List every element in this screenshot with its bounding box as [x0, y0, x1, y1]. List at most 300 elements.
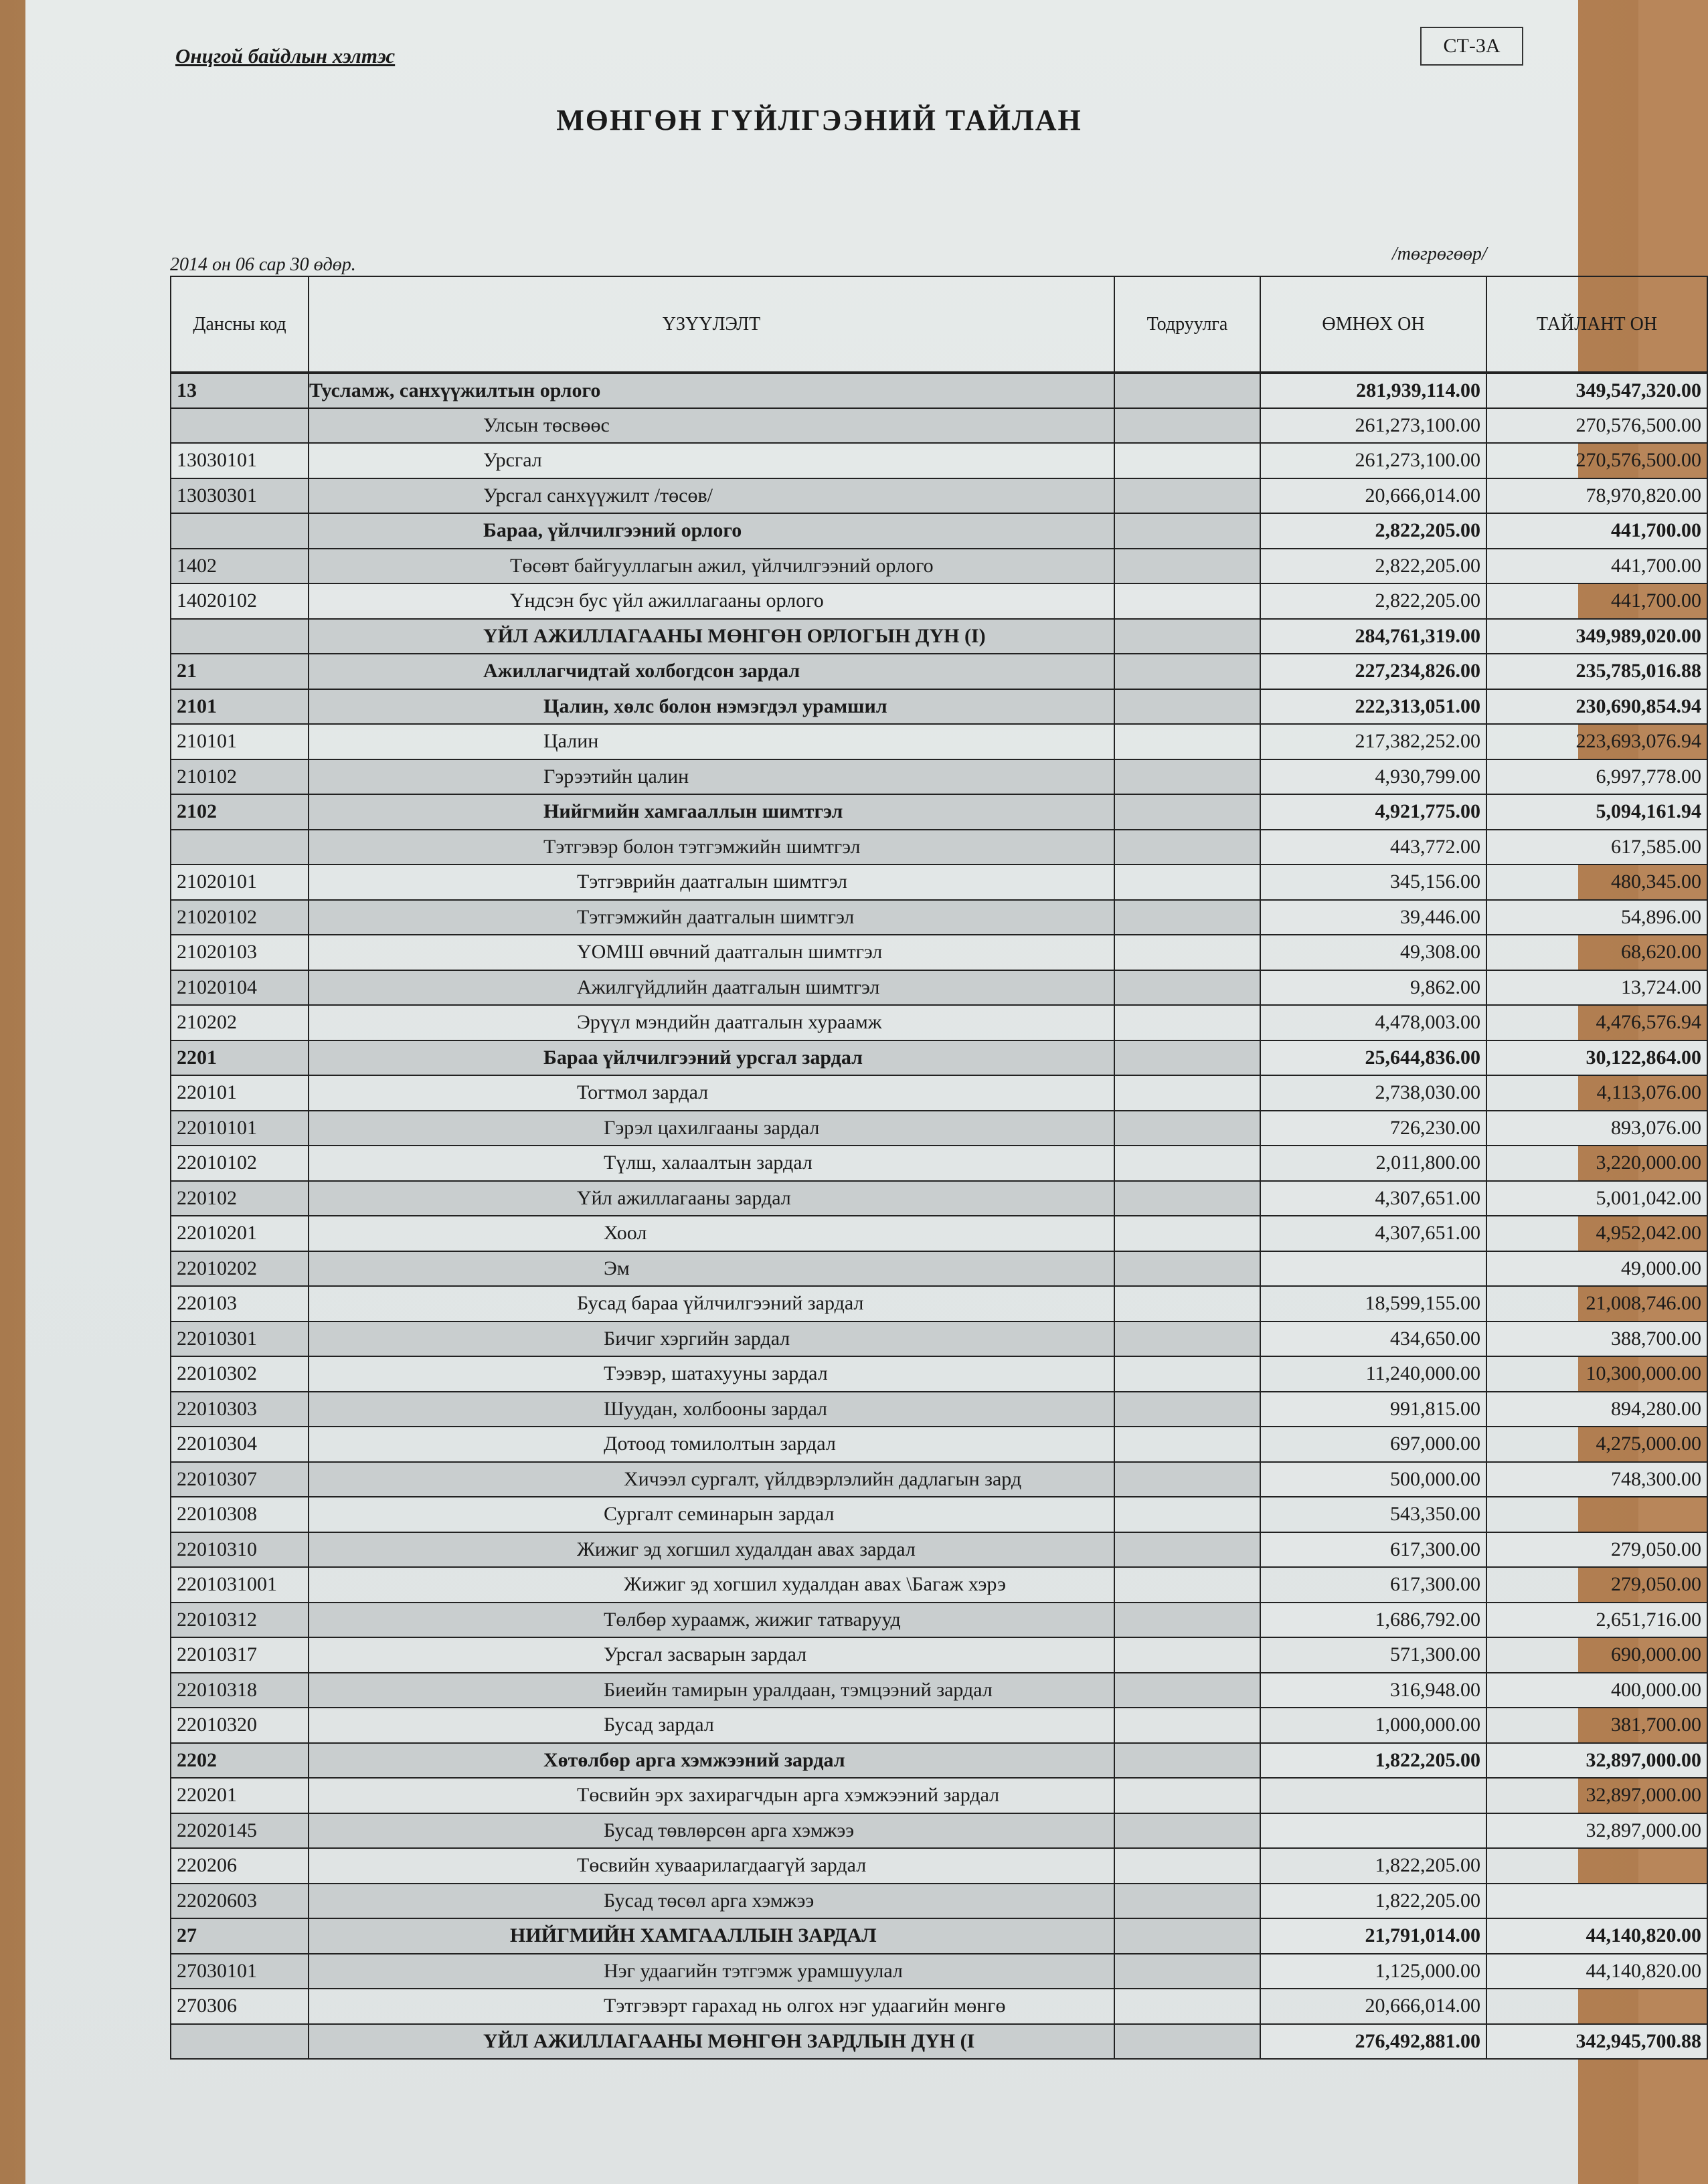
cell-current-year: 342,945,700.88 — [1486, 2024, 1707, 2060]
cell-note — [1114, 1884, 1260, 1919]
cell-note — [1114, 900, 1260, 935]
cell-current-year: 894,280.00 — [1486, 1392, 1707, 1427]
cell-previous-year: 434,650.00 — [1260, 1322, 1486, 1357]
cell-account-code: 22010312 — [171, 1603, 309, 1638]
cell-account-code — [171, 2024, 309, 2060]
cell-indicator: Эм — [309, 1251, 1114, 1287]
cell-note — [1114, 1392, 1260, 1427]
table-row — [171, 1322, 1707, 1357]
cell-current-year: 5,001,042.00 — [1486, 1181, 1707, 1216]
table-row — [171, 443, 1707, 478]
table-row — [171, 794, 1707, 830]
table-row — [171, 619, 1707, 654]
cell-note — [1114, 1181, 1260, 1216]
cell-previous-year: 1,822,205.00 — [1260, 1884, 1486, 1919]
cell-account-code: 220101 — [171, 1075, 309, 1111]
cell-current-year: 32,897,000.00 — [1486, 1743, 1707, 1779]
table-row — [171, 1251, 1707, 1287]
table-row — [171, 1075, 1707, 1111]
cell-current-year: 349,989,020.00 — [1486, 619, 1707, 654]
cell-indicator: Урсгал засварын зардал — [309, 1637, 1114, 1673]
cell-previous-year: 4,307,651.00 — [1260, 1181, 1486, 1216]
cell-current-year: 270,576,500.00 — [1486, 408, 1707, 444]
cell-previous-year: 443,772.00 — [1260, 830, 1486, 865]
cell-note — [1114, 1637, 1260, 1673]
cell-previous-year: 543,350.00 — [1260, 1497, 1486, 1532]
header-note: Тодруулга — [1114, 276, 1260, 373]
cell-previous-year: 1,125,000.00 — [1260, 1954, 1486, 1989]
table-row — [171, 1427, 1707, 1462]
cell-current-year: 78,970,820.00 — [1486, 478, 1707, 514]
cell-note — [1114, 1954, 1260, 1989]
cell-current-year: 4,275,000.00 — [1486, 1427, 1707, 1462]
cell-note — [1114, 794, 1260, 830]
cell-current-year: 68,620.00 — [1486, 935, 1707, 970]
table-row — [171, 478, 1707, 514]
cell-note — [1114, 1322, 1260, 1357]
report-title: МӨНГӨН ГҮЙЛГЭЭНИЙ ТАЙЛАН — [556, 104, 1082, 136]
cell-account-code: 210102 — [171, 759, 309, 795]
cell-account-code: 22010201 — [171, 1216, 309, 1251]
cell-account-code: 22010320 — [171, 1708, 309, 1743]
cell-indicator: Шуудан, холбооны зардал — [309, 1392, 1114, 1427]
cell-account-code: 13030101 — [171, 443, 309, 478]
table-row — [171, 1111, 1707, 1146]
cell-current-year: 5,094,161.94 — [1486, 794, 1707, 830]
cell-current-year: 223,693,076.94 — [1486, 724, 1707, 759]
cell-note — [1114, 1848, 1260, 1884]
cell-indicator: Биеийн тамирын уралдаан, тэмцээний зардал — [309, 1673, 1114, 1708]
department-note: Онцгой байдлын хэлтэс — [175, 44, 396, 68]
cell-note — [1114, 1356, 1260, 1392]
cell-indicator: Ажиллагчидтай холбогдсон зардал — [309, 654, 1114, 689]
cell-previous-year: 2,822,205.00 — [1260, 549, 1486, 584]
cell-account-code — [171, 513, 309, 549]
cell-note — [1114, 1567, 1260, 1603]
table-row — [171, 900, 1707, 935]
cell-current-year: 748,300.00 — [1486, 1462, 1707, 1497]
cell-account-code: 22010301 — [171, 1322, 309, 1357]
cell-account-code: 1402 — [171, 549, 309, 584]
table-row — [171, 1146, 1707, 1181]
cell-current-year: 230,690,854.94 — [1486, 689, 1707, 725]
cell-note — [1114, 1216, 1260, 1251]
cell-previous-year: 18,599,155.00 — [1260, 1286, 1486, 1322]
cell-note — [1114, 1708, 1260, 1743]
cell-account-code: 2101 — [171, 689, 309, 725]
cell-current-year: 441,700.00 — [1486, 583, 1707, 619]
cell-current-year: 270,576,500.00 — [1486, 443, 1707, 478]
cell-account-code: 27030101 — [171, 1954, 309, 1989]
cell-current-year — [1486, 1848, 1707, 1884]
cell-note — [1114, 759, 1260, 795]
cell-note — [1114, 549, 1260, 584]
cell-note — [1114, 1603, 1260, 1638]
cell-indicator: Түлш, халаалтын зардал — [309, 1146, 1114, 1181]
cell-account-code — [171, 408, 309, 444]
cell-note — [1114, 1497, 1260, 1532]
cell-account-code: 210101 — [171, 724, 309, 759]
cell-note — [1114, 373, 1260, 408]
header-previous-year: ӨМНӨХ ОН — [1260, 276, 1486, 373]
table-row — [171, 1954, 1707, 1989]
table-row — [171, 1884, 1707, 1919]
cell-indicator: Тогтмол зардал — [309, 1075, 1114, 1111]
table-row — [171, 1497, 1707, 1532]
cell-indicator: Тэтгэврийн даатгалын шимтгэл — [309, 864, 1114, 900]
cell-indicator: Эрүүл мэндийн даатгалын хураамж — [309, 1005, 1114, 1040]
cell-indicator: Бичиг хэргийн зардал — [309, 1322, 1114, 1357]
table-row — [171, 1813, 1707, 1849]
cell-previous-year: 2,738,030.00 — [1260, 1075, 1486, 1111]
cell-note — [1114, 1989, 1260, 2024]
cell-note — [1114, 689, 1260, 725]
table-row — [171, 830, 1707, 865]
cell-indicator: ҮОМШ өвчний даатгалын шимтгэл — [309, 935, 1114, 970]
table-row — [171, 1356, 1707, 1392]
cell-indicator: Бусад төсөл арга хэмжээ — [309, 1884, 1114, 1919]
cell-current-year: 349,547,320.00 — [1486, 373, 1707, 408]
cell-indicator: Үндсэн бус үйл ажиллагааны орлого — [309, 583, 1114, 619]
cell-note — [1114, 1251, 1260, 1287]
cell-indicator: Бусад зардал — [309, 1708, 1114, 1743]
cell-indicator: Тусламж, санхүүжилтын орлого — [309, 373, 1114, 408]
table-row — [171, 759, 1707, 795]
cell-current-year: 893,076.00 — [1486, 1111, 1707, 1146]
cell-account-code: 22020603 — [171, 1884, 309, 1919]
cell-account-code: 22010304 — [171, 1427, 309, 1462]
cell-indicator: Бусад бараа үйлчилгээний зардал — [309, 1286, 1114, 1322]
cell-account-code: 21020104 — [171, 970, 309, 1006]
cell-indicator: Нийгмийн хамгааллын шимтгэл — [309, 794, 1114, 830]
cell-current-year: 381,700.00 — [1486, 1708, 1707, 1743]
cell-account-code: 2201031001 — [171, 1567, 309, 1603]
table-row — [171, 1286, 1707, 1322]
cell-previous-year: 726,230.00 — [1260, 1111, 1486, 1146]
cell-account-code: 22010101 — [171, 1111, 309, 1146]
cell-previous-year: 345,156.00 — [1260, 864, 1486, 900]
cell-indicator: Төсвийн хуваарилагдаагүй зардал — [309, 1848, 1114, 1884]
cell-previous-year: 11,240,000.00 — [1260, 1356, 1486, 1392]
cell-previous-year: 4,478,003.00 — [1260, 1005, 1486, 1040]
cell-account-code: 14020102 — [171, 583, 309, 619]
cell-indicator: Нэг удаагийн тэтгэмж урамшуулал — [309, 1954, 1114, 1989]
cell-previous-year: 2,822,205.00 — [1260, 513, 1486, 549]
cell-current-year: 617,585.00 — [1486, 830, 1707, 865]
cell-indicator: Хөтөлбөр арга хэмжээний зардал — [309, 1743, 1114, 1779]
cell-account-code: 13030301 — [171, 478, 309, 514]
cell-note — [1114, 1427, 1260, 1462]
cell-current-year — [1486, 1989, 1707, 2024]
cell-indicator: Ажилгүйдлийн даатгалын шимтгэл — [309, 970, 1114, 1006]
cell-indicator: Хоол — [309, 1216, 1114, 1251]
table-row — [171, 1778, 1707, 1813]
table-row — [171, 1743, 1707, 1779]
cell-current-year: 2,651,716.00 — [1486, 1603, 1707, 1638]
cell-account-code: 22010317 — [171, 1637, 309, 1673]
cell-account-code: 22010310 — [171, 1532, 309, 1568]
cell-current-year: 279,050.00 — [1486, 1532, 1707, 1568]
cell-note — [1114, 583, 1260, 619]
cell-previous-year: 222,313,051.00 — [1260, 689, 1486, 725]
table-row — [171, 1005, 1707, 1040]
cell-indicator: Жижиг эд хогшил худалдан авах \Багаж хэрэ — [309, 1567, 1114, 1603]
cell-account-code: 220201 — [171, 1778, 309, 1813]
cell-previous-year: 49,308.00 — [1260, 935, 1486, 970]
cell-account-code: 270306 — [171, 1989, 309, 2024]
cell-account-code: 2102 — [171, 794, 309, 830]
cell-account-code: 21020103 — [171, 935, 309, 970]
table-row — [171, 1637, 1707, 1673]
table-row — [171, 408, 1707, 444]
cell-previous-year: 20,666,014.00 — [1260, 478, 1486, 514]
cell-current-year: 21,008,746.00 — [1486, 1286, 1707, 1322]
cell-current-year: 49,000.00 — [1486, 1251, 1707, 1287]
cell-indicator: Гэрээтийн цалин — [309, 759, 1114, 795]
currency-unit: /төгрөгөөр/ — [1392, 244, 1487, 264]
cell-previous-year: 4,921,775.00 — [1260, 794, 1486, 830]
cell-account-code: 27 — [171, 1918, 309, 1954]
cell-previous-year: 1,000,000.00 — [1260, 1708, 1486, 1743]
table-row — [171, 970, 1707, 1006]
cell-current-year: 400,000.00 — [1486, 1673, 1707, 1708]
table-row — [171, 724, 1707, 759]
table-row — [171, 1603, 1707, 1638]
cell-previous-year: 617,300.00 — [1260, 1532, 1486, 1568]
table-row — [171, 1989, 1707, 2024]
cell-indicator: Сургалт семинарын зардал — [309, 1497, 1114, 1532]
cell-current-year: 441,700.00 — [1486, 549, 1707, 584]
cell-previous-year: 284,761,319.00 — [1260, 619, 1486, 654]
table-header-row — [171, 276, 1707, 373]
cell-previous-year: 281,939,114.00 — [1260, 373, 1486, 408]
cell-previous-year: 276,492,881.00 — [1260, 2024, 1486, 2060]
cell-account-code: 22010102 — [171, 1146, 309, 1181]
cell-indicator: Цалин, хөлс болон нэмэгдэл урамшил — [309, 689, 1114, 725]
cell-previous-year: 2,011,800.00 — [1260, 1146, 1486, 1181]
table-row — [171, 689, 1707, 725]
cell-current-year: 4,476,576.94 — [1486, 1005, 1707, 1040]
cell-indicator: Бараа үйлчилгээний урсгал зардал — [309, 1040, 1114, 1076]
table-row — [171, 2024, 1707, 2060]
cell-account-code: 21020101 — [171, 864, 309, 900]
cell-previous-year: 261,273,100.00 — [1260, 443, 1486, 478]
cell-previous-year: 9,862.00 — [1260, 970, 1486, 1006]
cell-previous-year — [1260, 1778, 1486, 1813]
table-row — [171, 864, 1707, 900]
cell-account-code: 21020102 — [171, 900, 309, 935]
cell-indicator: Хичээл сургалт, үйлдвэрлэлийн дадлагын зард — [309, 1462, 1114, 1497]
cell-current-year: 30,122,864.00 — [1486, 1040, 1707, 1076]
cell-current-year — [1486, 1497, 1707, 1532]
cell-previous-year: 4,307,651.00 — [1260, 1216, 1486, 1251]
cell-indicator: Бусад төвлөрсөн арга хэмжээ — [309, 1813, 1114, 1849]
cell-current-year: 32,897,000.00 — [1486, 1813, 1707, 1849]
cell-account-code: 22010308 — [171, 1497, 309, 1532]
cell-previous-year: 25,644,836.00 — [1260, 1040, 1486, 1076]
cell-account-code: 22010318 — [171, 1673, 309, 1708]
cell-account-code: 22010302 — [171, 1356, 309, 1392]
cell-note — [1114, 724, 1260, 759]
cell-indicator: Тэтгэмжийн даатгалын шимтгэл — [309, 900, 1114, 935]
cell-indicator: Тэтгэвэр болон тэтгэмжийн шимтгэл — [309, 830, 1114, 865]
table-row — [171, 513, 1707, 549]
cell-current-year — [1486, 1884, 1707, 1919]
table-row — [171, 1708, 1707, 1743]
cell-current-year: 441,700.00 — [1486, 513, 1707, 549]
cell-current-year: 32,897,000.00 — [1486, 1778, 1707, 1813]
cell-note — [1114, 1075, 1260, 1111]
cell-account-code: 22010202 — [171, 1251, 309, 1287]
cell-indicator: Төсвийн эрх захирагчдын арга хэмжээний зардал — [309, 1778, 1114, 1813]
cell-previous-year: 1,822,205.00 — [1260, 1848, 1486, 1884]
table-row — [171, 1462, 1707, 1497]
cell-previous-year: 261,273,100.00 — [1260, 408, 1486, 444]
cell-current-year: 279,050.00 — [1486, 1567, 1707, 1603]
cell-indicator: ҮЙЛ АЖИЛЛАГААНЫ МӨНГӨН ОРЛОГЫН ДҮН (I) — [309, 619, 1114, 654]
cell-account-code — [171, 830, 309, 865]
table-row — [171, 1216, 1707, 1251]
cell-note — [1114, 478, 1260, 514]
cell-current-year: 3,220,000.00 — [1486, 1146, 1707, 1181]
table-row — [171, 373, 1707, 408]
table-row — [171, 1532, 1707, 1568]
cell-account-code: 2201 — [171, 1040, 309, 1076]
cell-note — [1114, 1286, 1260, 1322]
cell-indicator: Жижиг эд хогшил худалдан авах зардал — [309, 1532, 1114, 1568]
cell-current-year: 690,000.00 — [1486, 1637, 1707, 1673]
cell-note — [1114, 2024, 1260, 2060]
cell-current-year: 13,724.00 — [1486, 970, 1707, 1006]
cell-note — [1114, 1040, 1260, 1076]
table-row — [171, 935, 1707, 970]
cell-account-code: 220103 — [171, 1286, 309, 1322]
cell-account-code: 22020145 — [171, 1813, 309, 1849]
cell-indicator: Төсөвт байгууллагын ажил, үйлчилгээний орлого — [309, 549, 1114, 584]
cell-note — [1114, 1146, 1260, 1181]
cell-previous-year: 2,822,205.00 — [1260, 583, 1486, 619]
cell-note — [1114, 1532, 1260, 1568]
cell-note — [1114, 864, 1260, 900]
cell-note — [1114, 830, 1260, 865]
cell-previous-year: 500,000.00 — [1260, 1462, 1486, 1497]
header-indicator: ҮЗҮҮЛЭЛТ — [309, 276, 1114, 373]
report-table — [170, 276, 1708, 2060]
cell-current-year: 6,997,778.00 — [1486, 759, 1707, 795]
cell-current-year: 10,300,000.00 — [1486, 1356, 1707, 1392]
cell-account-code: 13 — [171, 373, 309, 408]
cell-previous-year: 991,815.00 — [1260, 1392, 1486, 1427]
cell-previous-year: 697,000.00 — [1260, 1427, 1486, 1462]
cell-note — [1114, 1778, 1260, 1813]
cell-indicator: Төлбөр хураамж, жижиг татварууд — [309, 1603, 1114, 1638]
cell-previous-year: 217,382,252.00 — [1260, 724, 1486, 759]
cell-indicator: Урсгал санхүүжилт /төсөв/ — [309, 478, 1114, 514]
form-code-box: СТ-3А — [1420, 27, 1523, 66]
table-row — [171, 549, 1707, 584]
cell-note — [1114, 1673, 1260, 1708]
cell-indicator: Тээвэр, шатахууны зардал — [309, 1356, 1114, 1392]
table-row — [171, 1392, 1707, 1427]
cell-indicator: Цалин — [309, 724, 1114, 759]
cell-note — [1114, 1462, 1260, 1497]
cell-indicator: Тэтгэвэрт гарахад нь олгох нэг удаагийн мөнгө — [309, 1989, 1114, 2024]
cell-previous-year: 20,666,014.00 — [1260, 1989, 1486, 2024]
table-row — [171, 1181, 1707, 1216]
cell-previous-year: 227,234,826.00 — [1260, 654, 1486, 689]
cell-note — [1114, 1813, 1260, 1849]
cell-note — [1114, 970, 1260, 1006]
report-date: 2014 он 06 сар 30 өдөр. — [170, 254, 356, 275]
cell-note — [1114, 1111, 1260, 1146]
table-row — [171, 583, 1707, 619]
table-row — [171, 1918, 1707, 1954]
cell-account-code: 21 — [171, 654, 309, 689]
cell-previous-year: 4,930,799.00 — [1260, 759, 1486, 795]
cell-current-year: 235,785,016.88 — [1486, 654, 1707, 689]
cell-account-code: 220102 — [171, 1181, 309, 1216]
cell-note — [1114, 654, 1260, 689]
cell-note — [1114, 1005, 1260, 1040]
cell-note — [1114, 513, 1260, 549]
cell-current-year: 4,113,076.00 — [1486, 1075, 1707, 1111]
cell-indicator: Гэрэл цахилгааны зардал — [309, 1111, 1114, 1146]
cell-current-year: 4,952,042.00 — [1486, 1216, 1707, 1251]
cell-indicator: Улсын төсвөөс — [309, 408, 1114, 444]
cell-previous-year: 617,300.00 — [1260, 1567, 1486, 1603]
cell-note — [1114, 408, 1260, 444]
cell-previous-year: 21,791,014.00 — [1260, 1918, 1486, 1954]
table-row — [171, 1673, 1707, 1708]
cell-current-year: 44,140,820.00 — [1486, 1918, 1707, 1954]
cell-note — [1114, 443, 1260, 478]
cell-indicator: НИЙГМИЙН ХАМГААЛЛЫН ЗАРДАЛ — [309, 1918, 1114, 1954]
cell-indicator: Бараа, үйлчилгээний орлого — [309, 513, 1114, 549]
cell-indicator: Урсгал — [309, 443, 1114, 478]
cell-note — [1114, 1743, 1260, 1779]
cell-previous-year: 1,822,205.00 — [1260, 1743, 1486, 1779]
cell-note — [1114, 1918, 1260, 1954]
table-row — [171, 1567, 1707, 1603]
cell-note — [1114, 619, 1260, 654]
table-row — [171, 1040, 1707, 1076]
cell-account-code: 220206 — [171, 1848, 309, 1884]
cell-current-year: 44,140,820.00 — [1486, 1954, 1707, 1989]
cell-current-year: 54,896.00 — [1486, 900, 1707, 935]
cell-previous-year: 1,686,792.00 — [1260, 1603, 1486, 1638]
cell-account-code: 210202 — [171, 1005, 309, 1040]
cell-previous-year: 39,446.00 — [1260, 900, 1486, 935]
cell-current-year: 388,700.00 — [1486, 1322, 1707, 1357]
header-current-year: ТАЙЛАНТ ОН — [1486, 276, 1707, 373]
table-row — [171, 1848, 1707, 1884]
header-account-code: Дансны код — [171, 276, 309, 373]
cell-previous-year: 316,948.00 — [1260, 1673, 1486, 1708]
cell-account-code — [171, 619, 309, 654]
table-row — [171, 654, 1707, 689]
cell-current-year: 480,345.00 — [1486, 864, 1707, 900]
cell-indicator: ҮЙЛ АЖИЛЛАГААНЫ МӨНГӨН ЗАРДЛЫН ДҮН (I — [309, 2024, 1114, 2060]
cell-indicator: Үйл ажиллагааны зардал — [309, 1181, 1114, 1216]
cell-account-code: 22010303 — [171, 1392, 309, 1427]
cell-account-code: 2202 — [171, 1743, 309, 1779]
cell-previous-year: 571,300.00 — [1260, 1637, 1486, 1673]
cell-account-code: 22010307 — [171, 1462, 309, 1497]
cell-indicator: Дотоод томилолтын зардал — [309, 1427, 1114, 1462]
cell-previous-year — [1260, 1251, 1486, 1287]
cell-note — [1114, 935, 1260, 970]
cell-previous-year — [1260, 1813, 1486, 1849]
